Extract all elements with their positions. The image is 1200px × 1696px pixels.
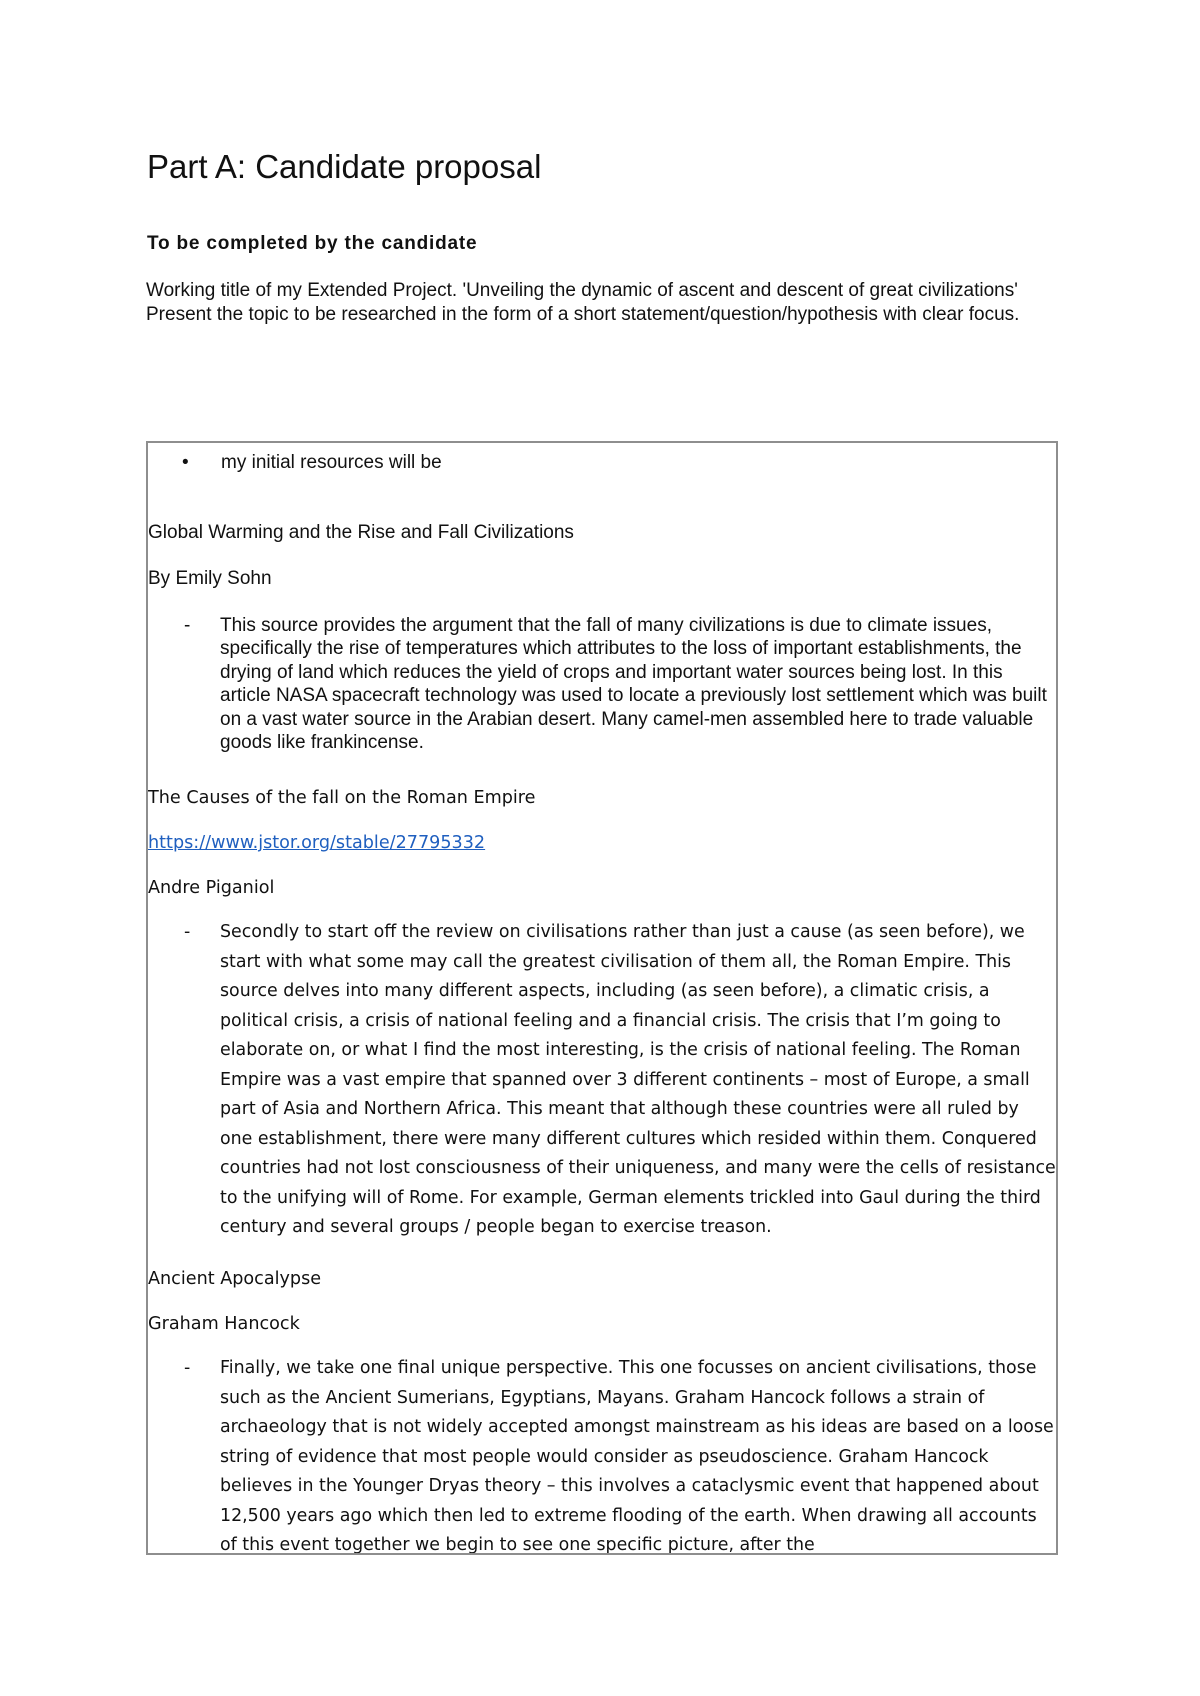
source-author-sohn: By Emily Sohn xyxy=(148,568,272,589)
source-title-global-warming: Global Warming and the Rise and Fall Civilizations xyxy=(148,522,574,543)
page-title: Part A: Candidate proposal xyxy=(147,148,542,185)
initial-resources-label: my initial resources will be xyxy=(221,452,442,473)
source-summary-ancient-apocalypse xyxy=(184,1354,1056,1555)
proposal-intro xyxy=(146,279,1046,326)
working-title-text: Working title of my Extended Project. 'Unveiling the dynamic of ascent and descent of great civilizations' xyxy=(146,280,1018,301)
candidate-subheading: To be completed by the candidate xyxy=(147,233,478,254)
summary-text: Secondly to start off the review on civilisations rather than just a cause (as seen before), we start with what some may call the greatest civilisation of them all, the Roman Empire. This source delves into many different aspects, including (as seen before), a climatic crisis, a political crisis, a crisis of national feeling and a financial crisis. The crisis that I’m going to elaborate on, or what I find the most interesting, is the crisis of national feeling. The Roman Empire was a vast empire that spanned over 3 different continents – most of Europe, a small part of Asia and Northern Africa. This meant that although these countries were all ruled by one establishment, there were many different cultures which resided within them. Conquered countries had not lost consciousness of their uniqueness, and many were the cells of resistance to the unifying will of Rome. For example, German elements trickled into Gaul during the third century and several groups / people began to exercise treason. xyxy=(220,922,1056,1237)
bullet-symbol: • xyxy=(182,452,189,473)
source-author-hancock: Graham Hancock xyxy=(148,1314,300,1334)
source-summary-global-warming xyxy=(184,614,1056,754)
bullet-item xyxy=(182,451,442,475)
source-title-roman-empire: The Causes of the fall on the Roman Empire xyxy=(148,788,536,808)
source-author-piganiol: Andre Piganiol xyxy=(148,878,275,898)
instruction-text: Present the topic to be researched in the form of a short statement/question/hypothesis with clear focus. xyxy=(146,303,1020,325)
dash-marker: - xyxy=(184,922,191,942)
dash-marker: - xyxy=(184,615,191,636)
dash-marker: - xyxy=(184,1358,191,1378)
resources-box xyxy=(146,441,1058,1555)
source-link-jstor[interactable] xyxy=(148,831,485,855)
summary-text: Finally, we take one final unique perspective. This one focusses on ancient civilisations, those such as the Ancient Sumerians, Egyptians, Mayans. Graham Hancock follows a strain of archaeology that is not widely accepted amongst mainstream as his ideas are based on a loose string of evidence that most people would consider as pseudoscience. Graham Hancock believes in the Younger Dryas theory – this involves a cataclysmic event that happened about 12,500 years ago which then led to extreme flooding of the earth. When drawing all accounts of this event together we begin to see one specific picture, after the xyxy=(220,1358,1054,1555)
jstor-link[interactable]: https://www.jstor.org/stable/27795332 xyxy=(148,833,486,853)
source-title-ancient-apocalypse: Ancient Apocalypse xyxy=(148,1269,322,1289)
summary-text: This source provides the argument that the fall of many civilizations is due to climate issues, specifically the rise of temperatures which attributes to the loss of important establishments, the drying of land which reduces the yield of crops and important water sources being lost. In this article NASA spacecraft technology was used to locate a previously lost settlement which was built on a vast water source in the Arabian desert. Many camel-men assembled here to trade valuable goods like frankincense. xyxy=(220,615,1047,754)
source-summary-roman-empire xyxy=(184,918,1056,1243)
